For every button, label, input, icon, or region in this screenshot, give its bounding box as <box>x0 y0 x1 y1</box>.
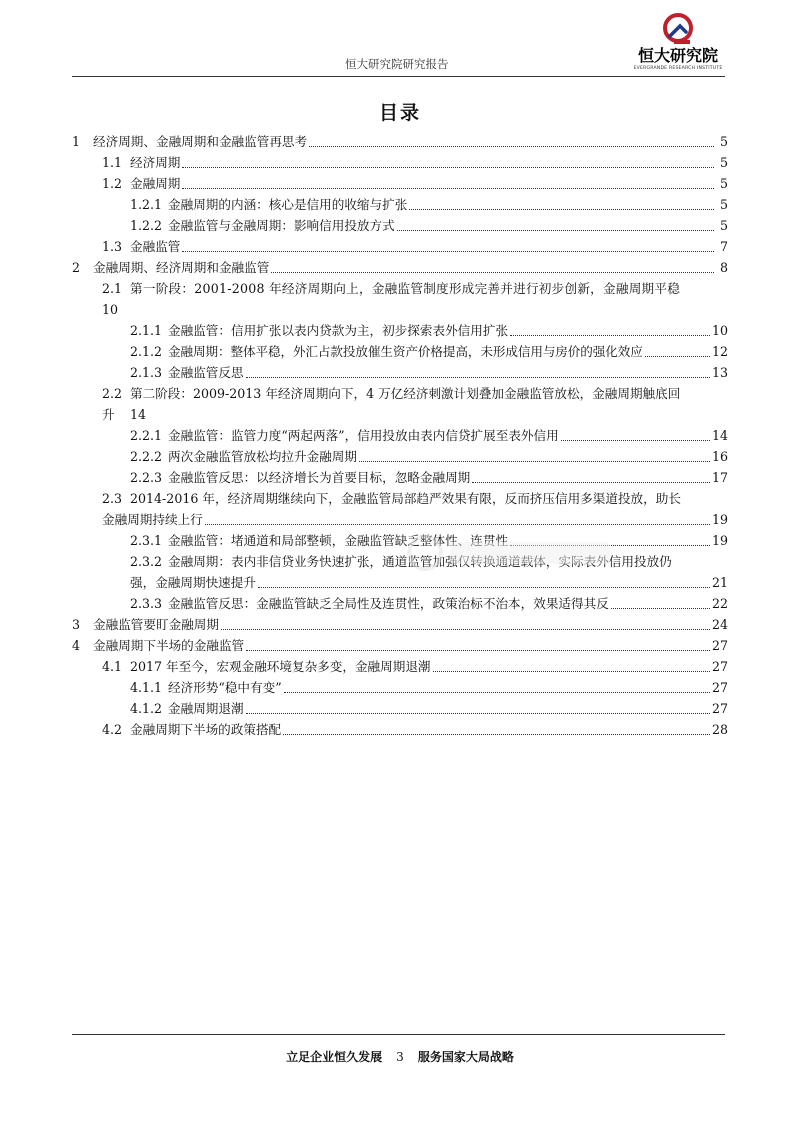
toc-entry-number: 2.3.2 <box>130 554 163 569</box>
toc-entry-title-cont: 金融周期持续上行 <box>102 512 203 527</box>
toc-entry-page: 28 <box>711 722 728 737</box>
toc-entry-title: 第一阶段：2001-2008 年经济周期向上，金融监管制度形成完善并进行初步创新，金融周期平稳 <box>130 281 681 296</box>
toc-leader-dots <box>283 734 710 735</box>
toc-leader-dots <box>611 608 710 609</box>
toc-entry-title: 金融周期：整体平稳，外汇占款投放催生资产价格提高，未形成信用与房价的强化效应 <box>168 344 643 359</box>
toc-entry-page: 17 <box>711 470 728 485</box>
toc-entry-title: 金融监管：监管力度“两起两落”，信用投放由表内信贷扩展至表外信用 <box>168 428 559 443</box>
toc-entry-page: 19 <box>711 512 728 527</box>
toc-entry-page: 27 <box>711 638 728 653</box>
toc-entry-2-2[interactable] <box>102 384 728 404</box>
toc-entry-number: 1.3 <box>102 239 123 254</box>
toc-entry-page: 13 <box>711 365 728 380</box>
footer-divider <box>72 1034 725 1035</box>
toc-entry-title: 2017 年至今，宏观金融环境复杂多变，金融周期退潮 <box>130 659 431 674</box>
toc-entry-2[interactable] <box>72 258 728 278</box>
toc-entry-page: 27 <box>711 659 728 674</box>
toc-entry-title: 金融监管：信用扩张以表内贷款为主，初步探索表外信用扩张 <box>168 323 509 338</box>
evergrande-logo <box>628 12 728 74</box>
toc-entry-page: 8 <box>719 260 728 275</box>
toc-entry-page: 27 <box>711 701 728 716</box>
toc-entry-title: 两次金融监管放松均拉升金融周期 <box>168 449 357 464</box>
toc-entry-number: 1 <box>72 134 81 149</box>
toc-entry-page: 14 <box>130 407 147 422</box>
toc-entry-title: 金融周期下半场的金融监管 <box>93 638 245 653</box>
toc-leader-dots <box>246 713 710 714</box>
toc-entry-title: 金融监管要盯金融周期 <box>93 617 219 632</box>
toc-entry-2-1-1[interactable] <box>130 321 728 341</box>
toc-entry-2-3-cont <box>102 510 728 530</box>
toc-leader-dots <box>561 440 710 441</box>
logo-emblem-icon <box>660 12 696 48</box>
toc-entry-number: 2.1 <box>102 281 123 296</box>
toc-entry-2-2-1[interactable] <box>130 426 728 446</box>
toc-entry-title: 金融周期、经济周期和金融监管 <box>93 260 270 275</box>
toc-leader-dots <box>271 272 714 273</box>
footer-slogan-left: 立足企业恒久发展 <box>286 1050 383 1064</box>
toc-entry-2-1[interactable] <box>102 279 728 299</box>
toc-entry-2-1-page: 10 <box>102 302 119 317</box>
toc-entry-number: 2.2.3 <box>130 470 163 485</box>
toc-entry-title: 金融监管反思：以经济增长为首要目标，忽略金融周期 <box>168 470 471 485</box>
toc-leader-dots <box>205 524 710 525</box>
toc-entry-4[interactable] <box>72 636 728 656</box>
toc-entry-page: 12 <box>711 344 728 359</box>
logo-text: 恒大研究院 <box>637 46 718 65</box>
toc-entry-title: 2014-2016 年，经济周期继续向下，金融监管局部趋严效果有限，反而挤压信用多渠道投放，助长 <box>130 491 681 506</box>
toc-entry-1[interactable] <box>72 132 728 152</box>
toc-entry-number: 1.2.2 <box>130 218 163 233</box>
header-divider <box>72 76 725 77</box>
toc-entry-title: 金融监管与金融周期：影响信用投放方式 <box>168 218 395 233</box>
toc-entry-title: 经济周期、金融周期和金融监管再思考 <box>93 134 308 149</box>
toc-entry-number: 2.3.3 <box>130 596 163 611</box>
toc-entry-number: 2.2.1 <box>130 428 163 443</box>
toc-entry-title: 第二阶段：2009-2013 年经济周期向下，4 万亿经济刺激计划叠加金融监管放松，金融周期触底回 <box>130 386 681 401</box>
toc-leader-dots <box>246 377 710 378</box>
toc-entry-title: 金融周期 <box>130 176 181 191</box>
toc-entry-number: 2.3.1 <box>130 533 163 548</box>
toc-entry-number: 4.1.2 <box>130 701 163 716</box>
toc-leader-dots <box>182 188 714 189</box>
toc-entry-title: 金融周期的内涵：核心是信用的收缩与扩张 <box>168 197 408 212</box>
toc-entry-title: 金融监管反思：金融监管缺乏全局性及连贯性，政策治标不治本，效果适得其反 <box>168 596 609 611</box>
footer-slogan-right: 服务国家大局战略 <box>417 1050 514 1064</box>
toc-leader-dots <box>409 209 714 210</box>
toc-leader-dots <box>645 356 710 357</box>
toc-entry-page: 22 <box>711 596 728 611</box>
toc-entry-number: 2.2.2 <box>130 449 163 464</box>
toc-leader-dots <box>510 335 710 336</box>
toc-leader-dots <box>182 251 714 252</box>
toc-entry-page: 5 <box>719 134 728 149</box>
toc-entry-number: 3 <box>72 617 81 632</box>
toc-entry-page: 5 <box>719 197 728 212</box>
toc-leader-dots <box>309 146 714 147</box>
toc-entry-title: 金融周期退潮 <box>168 701 244 716</box>
toc-entry-page: 5 <box>719 176 728 191</box>
toc-entry-2-2-3[interactable] <box>130 468 728 488</box>
toc-entry-page: 5 <box>719 218 728 233</box>
logo-subtext: EVERGRANDE RESEARCH INSTITUTE <box>633 66 723 71</box>
toc-entry-2-3-3[interactable] <box>130 594 728 614</box>
toc-entry-number: 2.2 <box>102 386 123 401</box>
toc-entry-number: 2 <box>72 260 81 275</box>
toc-entry-page: 27 <box>711 680 728 695</box>
toc-entry-number: 4.1 <box>102 659 123 674</box>
toc-entry-page: 14 <box>711 428 728 443</box>
toc-entry-title: 金融监管 <box>130 239 181 254</box>
toc-title: 目录 <box>378 102 421 124</box>
toc-leader-dots <box>246 650 710 651</box>
toc-leader-dots <box>258 587 710 588</box>
toc-entry-title-cont: 升 <box>102 407 115 422</box>
toc-entry-number: 1.2.1 <box>130 197 163 212</box>
toc-entry-1-2-1[interactable] <box>130 195 728 215</box>
header-report-label: 恒大研究院研究报告 <box>345 57 449 71</box>
toc-entry-page: 7 <box>719 239 728 254</box>
toc-entry-number: 1.1 <box>102 155 123 170</box>
toc-entry-number: 4 <box>72 638 81 653</box>
watermark-graphic <box>400 528 620 578</box>
toc-entry-2-2-2[interactable] <box>130 447 728 467</box>
toc-entry-1-2-2[interactable] <box>130 216 728 236</box>
toc-entry-title: 金融监管：堵通道和局部整顿，金融监管缺乏整体性、连贯性 <box>168 533 509 548</box>
toc-entry-page: 10 <box>711 323 728 338</box>
toc-leader-dots <box>472 482 710 483</box>
toc-entry-title: 经济形势“稳中有变” <box>168 680 282 695</box>
toc-leader-dots <box>359 461 710 462</box>
toc-entry-2-3[interactable] <box>102 489 728 509</box>
toc-entry-1-3[interactable] <box>102 237 728 257</box>
toc-entry-1-1[interactable] <box>102 153 728 173</box>
toc-entry-page: 24 <box>711 617 728 632</box>
toc-entry-3[interactable] <box>72 615 728 635</box>
toc-leader-dots <box>397 230 714 231</box>
toc-leader-dots <box>182 167 714 168</box>
toc-entry-page: 21 <box>711 575 728 590</box>
toc-leader-dots <box>284 692 710 693</box>
toc-entry-1-2[interactable] <box>102 174 728 194</box>
toc-entry-title: 金融监管反思 <box>168 365 244 380</box>
footer <box>0 1048 800 1065</box>
toc-entry-number: 2.1.1 <box>130 323 163 338</box>
toc-entry-4-1-1[interactable] <box>130 678 728 698</box>
toc-entry-number: 2.1.3 <box>130 365 163 380</box>
toc-entry-4-1[interactable] <box>102 657 728 677</box>
toc-entry-title: 金融周期下半场的政策搭配 <box>130 722 282 737</box>
toc-entry-2-2-cont <box>102 405 146 425</box>
toc-entry-number: 2.1.2 <box>130 344 163 359</box>
toc-entry-page: 16 <box>711 449 728 464</box>
toc-entry-title: 金融周期：表内非信贷业务快速扩张，通道监管加强仅转换通道载体，实际表外信用投放仍 <box>168 554 672 569</box>
toc-leader-dots <box>221 629 710 630</box>
toc-entry-number: 1.2 <box>102 176 123 191</box>
toc-entry-2-1-2[interactable] <box>130 342 728 362</box>
toc-entry-4-2[interactable] <box>102 720 728 740</box>
toc-entry-page: 5 <box>719 155 728 170</box>
toc-entry-2-1-3[interactable] <box>130 363 728 383</box>
toc-entry-4-1-2[interactable] <box>130 699 728 719</box>
toc-leader-dots <box>433 671 710 672</box>
toc-entry-number: 4.2 <box>102 722 123 737</box>
toc-entry-title: 经济周期 <box>130 155 181 170</box>
page-number: 3 <box>396 1050 404 1064</box>
toc-entry-page: 19 <box>711 533 728 548</box>
toc-entry-title-cont: 强，金融周期快速提升 <box>130 575 256 590</box>
toc-entry-number: 2.3 <box>102 491 123 506</box>
toc-entry-number: 4.1.1 <box>130 680 163 695</box>
